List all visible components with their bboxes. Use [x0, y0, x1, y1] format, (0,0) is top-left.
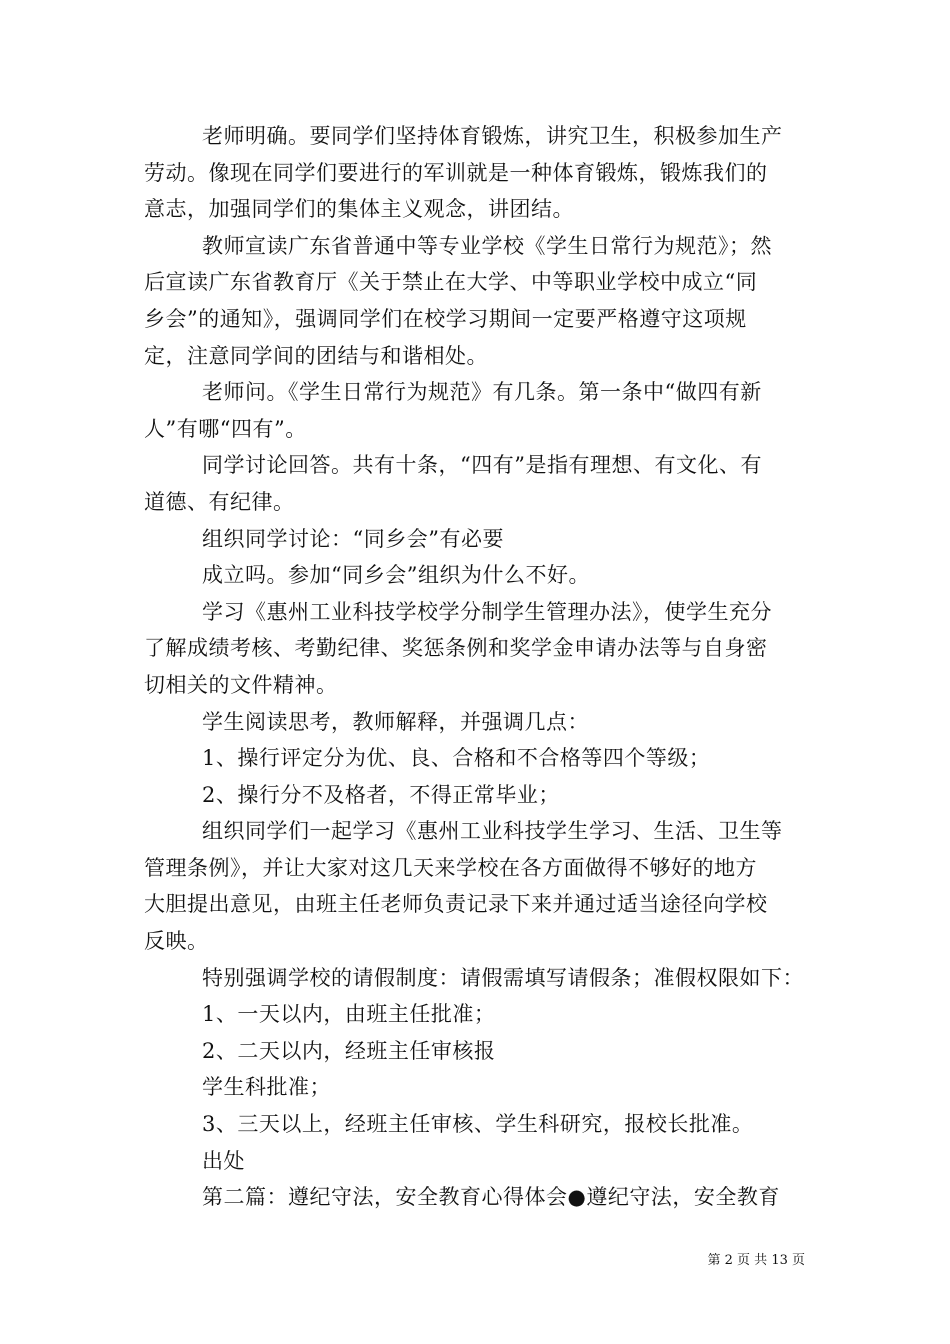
paragraph-line: 2、二天以内，经班主任审核报	[202, 1038, 496, 1063]
paragraph	[144, 777, 814, 814]
paragraph	[144, 594, 814, 704]
paragraph-line: 人”有哪“四有”。	[144, 416, 307, 441]
paragraph-line: 乡会”的通知》，强调同学们在校学习期间一定要严格遵守这项规	[144, 306, 747, 331]
paragraph-line: 定，注意同学间的团结与和谐相处。	[144, 343, 488, 368]
paragraph	[144, 704, 814, 741]
paragraph-line: 老师明确。要同学们坚持体育锻炼，讲究卫生，积极参加生产	[202, 124, 783, 148]
paragraph	[144, 1143, 814, 1180]
paragraph-line: 同学讨论回答。共有十条，“四有”是指有理想、有文化、有	[202, 453, 762, 478]
paragraph-line: 2、操行分不及格者，不得正常毕业；	[202, 782, 560, 807]
paragraph-line: 管理条例》，并让大家对这几天来学校在各方面做得不够好的地方	[144, 855, 757, 880]
paragraph-line: 反映。	[144, 929, 209, 954]
paragraph	[144, 1179, 814, 1216]
paragraph-line: 1、操行评定分为优、良、合格和不合格等四个等级；	[202, 746, 711, 771]
document-body	[144, 118, 814, 1216]
paragraph-line: 特别强调学校的请假制度：请假需填写请假条；准假权限如下：	[202, 965, 804, 990]
paragraph	[144, 228, 814, 374]
paragraph-line: 学习《惠州工业科技学校学分制学生管理办法》，使学生充分	[202, 599, 772, 624]
paragraph	[144, 996, 814, 1033]
paragraph-line: 意志，加强同学们的集体主义观念，讲团结。	[144, 197, 574, 222]
paragraph-line: 组织同学们一起学习《惠州工业科技学生学习、生活、卫生等	[202, 819, 783, 844]
paragraph-line: 3、三天以上，经班主任审核、学生科研究，报校长批准。	[202, 1112, 754, 1137]
paragraph	[144, 118, 814, 228]
paragraph-line: 劳动。像现在同学们要进行的军训就是一种体育锻炼，锻炼我们的	[144, 160, 768, 185]
paragraph-line: 老师问。《学生日常行为规范》有几条。第一条中“做四有新	[202, 380, 762, 405]
paragraph-line: 第二篇：遵纪守法，安全教育心得体会●遵纪守法，安全教育	[202, 1185, 780, 1210]
paragraph-line: 道德、有纪律。	[144, 489, 295, 514]
page-number-footer: 第 2 页 共 13 页	[707, 1253, 805, 1268]
paragraph-line: 教师宣读广东省普通中等专业学校《学生日常行为规范》；然	[202, 233, 772, 258]
paragraph	[144, 813, 814, 959]
paragraph-line: 学生阅读思考，教师解释，并强调几点：	[202, 709, 589, 734]
paragraph	[144, 960, 814, 997]
paragraph-line: 出处	[202, 1148, 245, 1173]
paragraph	[144, 447, 814, 520]
paragraph	[144, 521, 814, 558]
paragraph-line: 学生科批准；	[202, 1075, 331, 1100]
paragraph-line: 组织同学讨论：“同乡会”有必要	[202, 526, 504, 551]
paragraph	[144, 1106, 814, 1143]
paragraph	[144, 1069, 814, 1106]
paragraph-line: 大胆提出意见，由班主任老师负责记录下来并通过适当途径向学校	[144, 892, 768, 917]
paragraph-line: 了解成绩考核、考勤纪律、奖惩条例和奖学金申请办法等与自身密	[144, 636, 768, 661]
paragraph	[144, 374, 814, 447]
paragraph	[144, 557, 814, 594]
paragraph-line: 成立吗。参加“同乡会”组织为什么不好。	[202, 563, 590, 588]
paragraph-line: 切相关的文件精神。	[144, 672, 338, 697]
paragraph	[144, 740, 814, 777]
paragraph	[144, 1033, 814, 1070]
paragraph-line: 后宣读广东省教育厅《关于禁止在大学、中等职业学校中成立“同	[144, 270, 758, 295]
paragraph-line: 1、一天以内，由班主任批准；	[202, 1002, 496, 1027]
